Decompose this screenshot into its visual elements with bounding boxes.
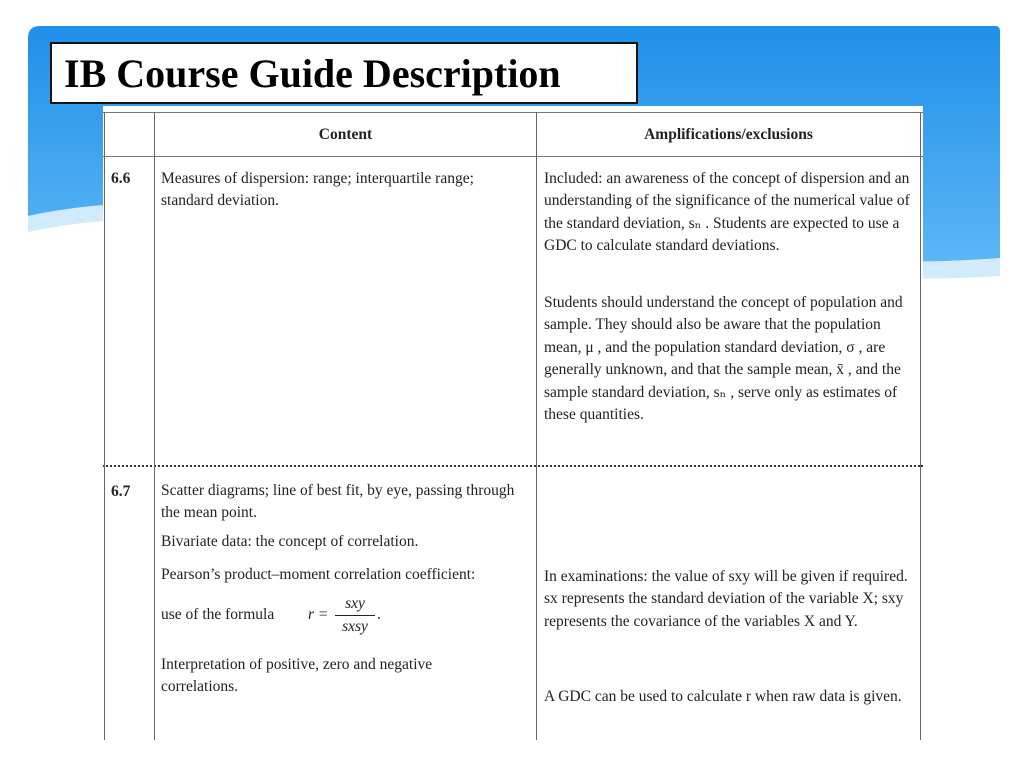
content-6-6: Measures of dispersion: range; interquartile range; standard deviation. bbox=[161, 170, 474, 210]
content-6-7-b: Bivariate data: the concept of correlation. bbox=[161, 533, 419, 550]
table-left-border bbox=[104, 112, 105, 740]
column-divider-number bbox=[154, 112, 155, 740]
pearson-formula bbox=[161, 593, 581, 641]
amplification-6-6-a: Included: an awareness of the concept of dispersion and an understanding of the significance of the numerical value of the standard deviation, sₙ . Students are expected to use a GDC to calculate standard deviations. bbox=[544, 170, 910, 255]
formula-intro: use of the formula bbox=[161, 606, 275, 623]
slide-title-box bbox=[50, 42, 638, 104]
formula-numerator: sxy bbox=[345, 595, 365, 612]
slide-title: IB Course Guide Description bbox=[64, 50, 561, 96]
course-guide-table bbox=[103, 106, 923, 740]
header-bottom-border bbox=[103, 156, 923, 157]
formula-denominator: sxsy bbox=[342, 618, 368, 635]
row-divider bbox=[103, 465, 923, 467]
content-6-7-a: Scatter diagrams; line of best fit, by eye, passing through the mean point. bbox=[161, 482, 515, 522]
formula-lhs: r = bbox=[308, 606, 329, 623]
row-number-6-7: 6.7 bbox=[111, 483, 131, 500]
content-6-7-d: Interpretation of positive, zero and negative correlations. bbox=[161, 656, 433, 696]
content-6-7-c: Pearson’s product–moment correlation coefficient: bbox=[161, 566, 476, 583]
header-content: Content bbox=[318, 126, 373, 143]
amplification-6-7-b: A GDC can be used to calculate r when raw data is given. bbox=[544, 688, 902, 705]
row-number-6-6: 6.6 bbox=[111, 170, 131, 187]
header-amplifications: Amplifications/exclusions bbox=[644, 126, 813, 143]
amplification-6-6-b: Students should understand the concept of population and sample. They should also be aware that the population mean, μ , and the population standard deviation, σ , are generally unknown, and that the sample mean, x̄ , and the sample standard deviation, sₙ , serve only as estimates of these quantities. bbox=[544, 294, 903, 424]
column-divider-content bbox=[536, 112, 537, 740]
amplification-6-7-a: In examinations: the value of sxy will be given if required. sx represents the standard deviation of the variable X; sxy represents the covariance of the variables X and Y. bbox=[544, 568, 908, 630]
formula-fraction bbox=[335, 593, 375, 638]
table-top-border bbox=[103, 112, 923, 113]
table-right-border bbox=[920, 112, 921, 740]
formula-period: . bbox=[377, 606, 381, 623]
